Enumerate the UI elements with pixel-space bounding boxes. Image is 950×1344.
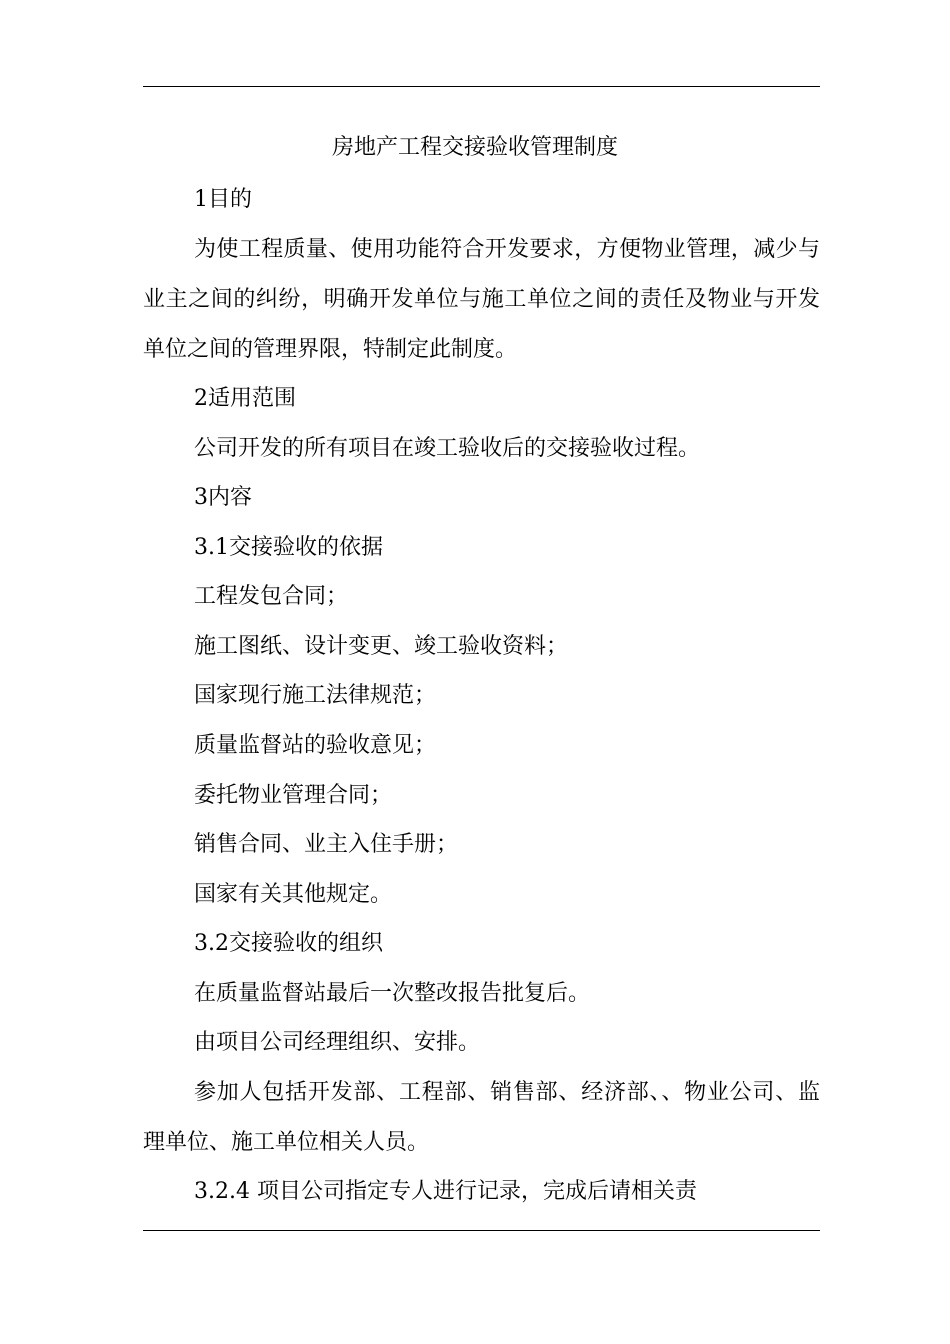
section-heading-scope: 2适用范围	[194, 386, 296, 411]
document-title: 房地产工程交接验收管理制度	[331, 135, 618, 160]
list-item: 委托物业管理合同；	[194, 783, 393, 808]
list-item: 国家现行施工法律规范；	[194, 683, 437, 708]
paragraph-line: 业主之间的纠纷，明确开发单位与施工单位之间的责任及物业与开发	[143, 287, 820, 312]
list-item: 销售合同、业主入住手册；	[194, 832, 459, 857]
footer-rule	[143, 1230, 820, 1231]
list-item: 施工图纸、设计变更、竣工验收资料；	[194, 634, 569, 659]
paragraph-line: 3.2.4 项目公司指定专人进行记录，完成后请相关责	[194, 1179, 697, 1204]
list-item: 质量监督站的验收意见；	[194, 733, 437, 758]
subsection-heading: 3.2交接验收的组织	[194, 931, 383, 956]
paragraph-line: 为使工程质量、使用功能符合开发要求，方便物业管理，减少与	[194, 237, 820, 262]
paragraph-line: 单位之间的管理界限，特制定此制度。	[143, 337, 518, 362]
paragraph-line: 参加人包括开发部、工程部、销售部、经济部、、物业公司、监	[194, 1080, 820, 1105]
list-item: 在质量监督站最后一次整改报告批复后。	[194, 981, 591, 1006]
paragraph-line: 公司开发的所有项目在竣工验收后的交接验收过程。	[194, 436, 701, 461]
paragraph-line: 理单位、施工单位相关人员。	[143, 1130, 430, 1155]
section-heading-content: 3内容	[194, 485, 252, 510]
section-heading-purpose: 1目的	[194, 187, 252, 212]
header-rule	[143, 86, 820, 87]
list-item: 国家有关其他规定。	[194, 882, 393, 907]
list-item: 由项目公司经理组织、安排。	[194, 1030, 481, 1055]
list-item: 工程发包合同；	[194, 584, 349, 609]
subsection-heading: 3.1交接验收的依据	[194, 535, 383, 560]
